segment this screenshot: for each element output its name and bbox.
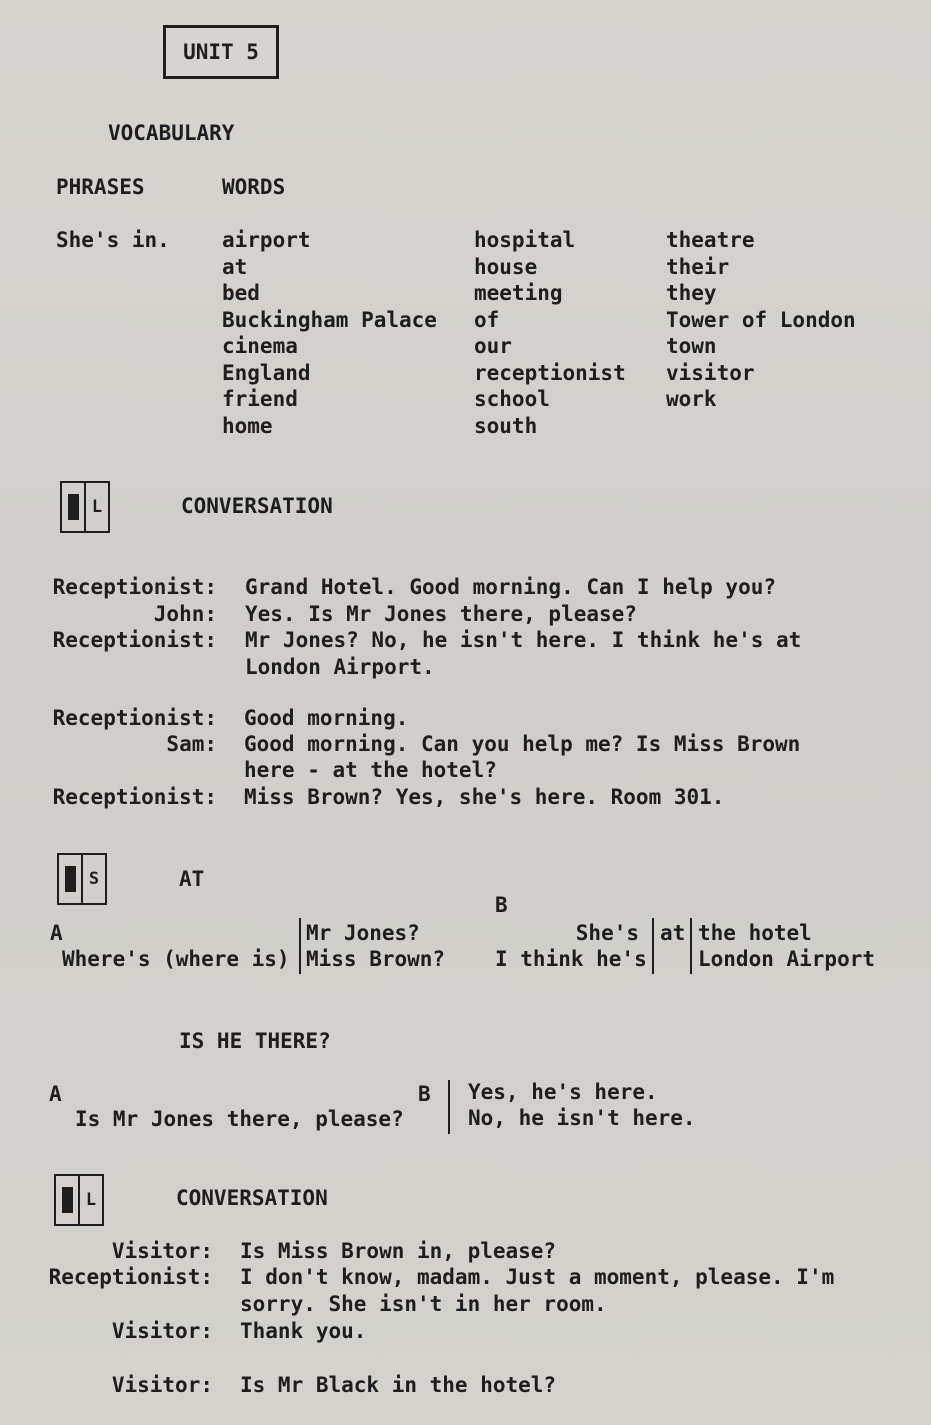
speaker-label: Receptionist: <box>52 706 217 730</box>
speaker-label: Receptionist: <box>52 575 217 599</box>
word-item: work <box>666 387 717 411</box>
table-divider <box>299 918 301 974</box>
word-item: south <box>474 413 538 438</box>
there-a-label: A <box>49 1082 62 1106</box>
word-item: cinema <box>222 334 298 358</box>
listen-icon <box>60 481 110 533</box>
word-item: receptionist <box>474 360 626 385</box>
at-answer: She's <box>575 921 639 945</box>
phrase-item: She's in. <box>56 228 170 252</box>
word-item: friend <box>222 387 298 411</box>
at-preposition: at <box>660 921 686 945</box>
vocabulary-heading: VOCABULARY <box>108 121 235 145</box>
phrases-header: PHRASES <box>56 175 145 199</box>
dialogue-line: I don't know, madam. Just a moment, please. I'm <box>240 1265 835 1289</box>
there-question: Is Mr Jones there, please? <box>75 1107 404 1131</box>
listen-icon <box>54 1174 104 1226</box>
speaker-label: Visitor: <box>111 1239 213 1263</box>
dialogue-line: here - at the hotel? <box>244 758 497 782</box>
there-heading: IS HE THERE? <box>179 1029 331 1053</box>
dialogue-line: Thank you. <box>240 1319 367 1343</box>
word-item: hospital <box>474 228 576 252</box>
at-heading: AT <box>179 867 205 891</box>
speaker-label: John: <box>153 602 217 626</box>
dialogue-line: Miss Brown? Yes, she's here. Room 301. <box>244 785 725 809</box>
word-item: town <box>666 334 717 358</box>
at-place: London Airport <box>698 947 876 971</box>
dialogue-line: Grand Hotel. Good morning. Can I help you? <box>245 575 777 599</box>
table-divider <box>690 918 692 974</box>
speaker-label: Receptionist: <box>52 628 217 652</box>
word-item: theatre <box>666 228 755 252</box>
word-item: of <box>474 307 500 332</box>
at-a-label: A <box>50 921 63 945</box>
word-item: Buckingham Palace <box>222 307 437 332</box>
at-name: Miss Brown? <box>306 947 446 971</box>
words-header: WORDS <box>222 175 286 199</box>
dialogue-line: Good morning. <box>244 706 409 730</box>
there-answer: No, he isn't here. <box>468 1106 696 1130</box>
word-item: airport <box>222 228 311 252</box>
at-place: the hotel <box>698 921 812 945</box>
table-divider <box>448 1080 450 1134</box>
words-column-1 <box>222 227 437 439</box>
speaker-label: Visitor: <box>111 1319 213 1343</box>
at-question: Where's (where is) <box>62 947 290 971</box>
speaker-label: Receptionist: <box>52 785 217 809</box>
listen-icon-letter: L <box>85 1189 97 1210</box>
at-b-label: B <box>495 893 508 917</box>
word-item: their <box>666 254 730 279</box>
speaker-label: Sam: <box>166 732 217 756</box>
words-column-2 <box>474 227 626 439</box>
dialogue-line: Mr Jones? No, he isn't here. I think he's at <box>245 628 802 652</box>
words-column-3 <box>666 227 856 413</box>
there-b-label: B <box>418 1082 431 1106</box>
word-item: England <box>222 360 311 385</box>
word-item: visitor <box>666 360 755 385</box>
word-item: home <box>222 413 273 438</box>
word-item: meeting <box>474 281 563 305</box>
there-answer: Yes, he's here. <box>468 1080 658 1104</box>
listen-icon-letter: L <box>91 496 103 517</box>
dialogue-line: Yes. Is Mr Jones there, please? <box>245 602 637 626</box>
dialogue-line: Is Mr Black in the hotel? <box>240 1373 557 1397</box>
word-item: school <box>474 387 550 411</box>
word-item: bed <box>222 281 260 305</box>
speaker-label: Visitor: <box>111 1373 213 1397</box>
dialogue-line: London Airport. <box>245 655 435 679</box>
conversation-2-heading: CONVERSATION <box>176 1186 328 1210</box>
unit-title: UNIT 5 <box>183 39 259 64</box>
word-item: our <box>474 334 512 358</box>
at-answer: I think he's <box>495 947 647 971</box>
speaker-label: Receptionist: <box>48 1265 213 1289</box>
dialogue-line: Good morning. Can you help me? Is Miss Brown <box>244 732 801 756</box>
conversation-1-heading: CONVERSATION <box>181 494 333 518</box>
at-name: Mr Jones? <box>306 921 420 945</box>
speak-icon-letter: S <box>88 868 100 889</box>
word-item: Tower of London <box>666 307 856 332</box>
dialogue-line: sorry. She isn't in her room. <box>240 1292 607 1316</box>
speak-icon <box>57 853 107 905</box>
unit-title-box <box>163 25 279 79</box>
table-divider <box>652 918 654 974</box>
word-item: house <box>474 254 538 279</box>
word-item: they <box>666 281 717 305</box>
word-item: at <box>222 254 248 279</box>
dialogue-line: Is Miss Brown in, please? <box>240 1239 557 1263</box>
